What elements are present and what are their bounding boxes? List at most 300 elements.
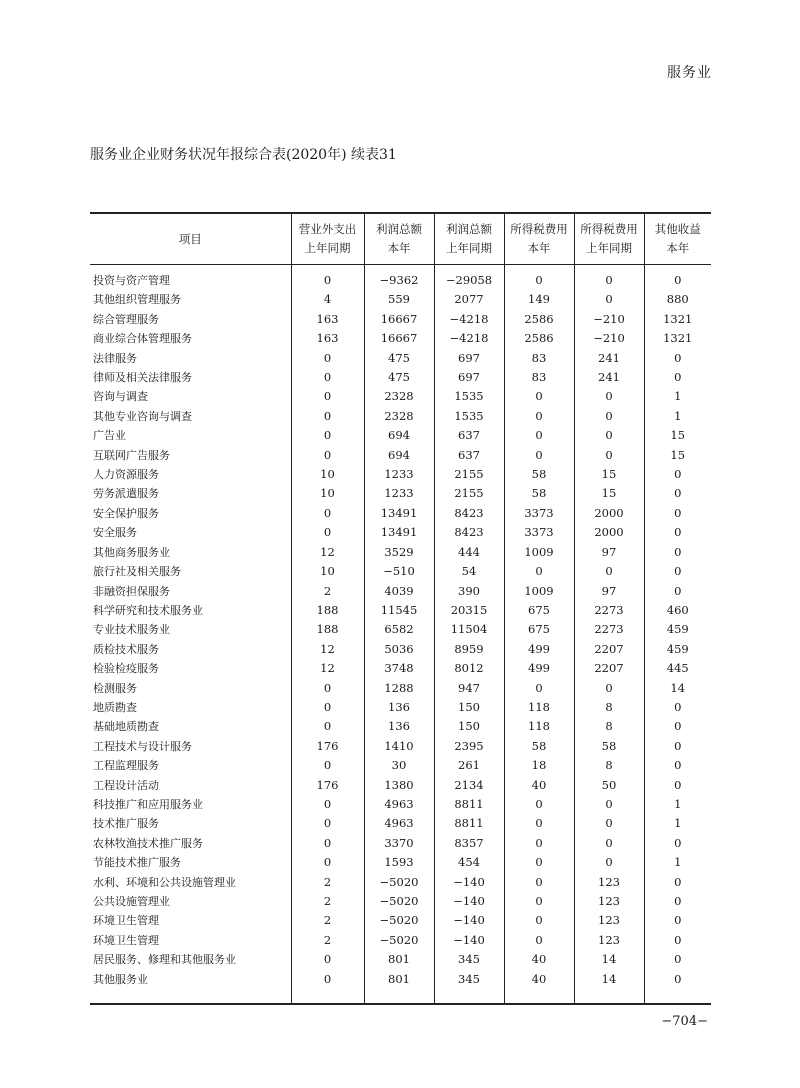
row-value-cell: 0 [644, 349, 711, 368]
table-row [90, 795, 711, 814]
row-value-cell: 150 [434, 717, 504, 736]
row-value-cell: 8012 [434, 659, 504, 678]
row-value-cell: 475 [364, 349, 434, 368]
header-income-tax-prev: 所得税费用 上年同期 [574, 213, 644, 265]
row-value-cell: 8811 [434, 814, 504, 833]
row-value-cell: 8959 [434, 640, 504, 659]
row-value-cell: 8423 [434, 523, 504, 542]
row-item-name: 其他专业咨询与调查 [93, 409, 192, 423]
row-value-cell: 475 [364, 368, 434, 387]
row-item-name: 公共设施管理业 [93, 895, 170, 908]
row-item-name: 工程监理服务 [93, 759, 159, 773]
row-item-name: 其他商务服务业 [93, 545, 170, 559]
row-value-cell: 2 [291, 892, 364, 911]
row-value-cell: 18 [504, 756, 574, 775]
row-value-cell: 694 [364, 446, 434, 465]
row-item-name: 科技推广和应用服务业 [93, 797, 203, 811]
row-value-cell: 0 [644, 756, 711, 775]
row-value-cell: 12 [291, 659, 364, 678]
row-value-cell: 1535 [434, 387, 504, 406]
row-value-cell: 11545 [364, 601, 434, 620]
row-value-cell: 0 [644, 970, 711, 1004]
row-value-cell: 0 [574, 290, 644, 309]
row-value-cell: 20315 [434, 601, 504, 620]
row-value-cell: 8423 [434, 504, 504, 523]
row-item-name: 人力资源服务 [93, 468, 159, 482]
table-row [90, 834, 711, 853]
row-item-name: 非融资担保服务 [93, 584, 170, 598]
row-value-cell: 261 [434, 756, 504, 775]
row-value-cell: 0 [644, 543, 711, 562]
section-label: 服务业 [667, 65, 712, 81]
row-value-cell: −4218 [434, 329, 504, 348]
row-value-cell: 0 [504, 834, 574, 853]
row-value-cell: 675 [504, 620, 574, 639]
row-value-cell: 0 [504, 931, 574, 950]
row-value-cell: 58 [574, 737, 644, 756]
row-value-cell: 697 [434, 368, 504, 387]
row-value-cell: 454 [434, 853, 504, 872]
row-value-cell: 0 [574, 853, 644, 872]
row-value-cell: 0 [291, 387, 364, 406]
row-value-cell: 40 [504, 950, 574, 969]
row-value-cell: 163 [291, 310, 364, 329]
row-value-cell: 0 [504, 387, 574, 406]
table-row [90, 310, 711, 329]
row-value-cell: 15 [574, 484, 644, 503]
row-item-name: 其他组织管理服务 [93, 293, 181, 307]
row-value-cell: 176 [291, 776, 364, 795]
row-item-name: 农林牧渔技术推广服务 [93, 836, 203, 850]
row-value-cell: 15 [644, 446, 711, 465]
table-row [90, 582, 711, 601]
row-value-cell: −140 [434, 873, 504, 892]
row-value-cell: 2328 [364, 407, 434, 426]
row-value-cell: 97 [574, 582, 644, 601]
row-value-cell: 0 [644, 523, 711, 542]
row-value-cell: 345 [434, 950, 504, 969]
table-row [90, 562, 711, 581]
row-value-cell: 176 [291, 737, 364, 756]
row-item-name: 综合管理服务 [93, 312, 159, 326]
row-value-cell: 0 [644, 368, 711, 387]
row-value-cell: 1 [644, 795, 711, 814]
row-value-cell: 0 [504, 911, 574, 930]
row-value-cell: 0 [574, 679, 644, 698]
table-row [90, 679, 711, 698]
row-value-cell: 15 [574, 465, 644, 484]
row-value-cell: 40 [504, 776, 574, 795]
row-value-cell: −140 [434, 892, 504, 911]
row-item-name: 投资与资产管理 [93, 274, 170, 287]
row-value-cell: 3370 [364, 834, 434, 853]
table-row [90, 970, 711, 1004]
row-value-cell: 2207 [574, 659, 644, 678]
row-value-cell: 4963 [364, 795, 434, 814]
row-value-cell: 0 [574, 407, 644, 426]
table-row [90, 329, 711, 348]
header-total-profit-current: 利润总额 本年 [364, 213, 434, 265]
row-value-cell: −29058 [434, 265, 504, 291]
table-row [90, 387, 711, 406]
row-value-cell: 2 [291, 873, 364, 892]
row-value-cell: 1321 [644, 310, 711, 329]
table-row [90, 659, 711, 678]
row-value-cell: 0 [504, 853, 574, 872]
row-item-name: 商业综合体管理服务 [93, 332, 192, 346]
row-value-cell: 2328 [364, 387, 434, 406]
row-value-cell: 4 [291, 290, 364, 309]
row-value-cell: 1 [644, 853, 711, 872]
row-value-cell: 499 [504, 659, 574, 678]
row-item-name: 其他服务业 [90, 970, 291, 1004]
row-value-cell: 0 [291, 523, 364, 542]
row-value-cell: 0 [644, 892, 711, 911]
row-value-cell: 1 [644, 387, 711, 406]
row-value-cell: 150 [434, 698, 504, 717]
row-value-cell: 8 [574, 717, 644, 736]
row-value-cell: 880 [644, 290, 711, 309]
row-value-cell: 0 [291, 368, 364, 387]
row-value-cell: 2207 [574, 640, 644, 659]
row-value-cell: 2155 [434, 484, 504, 503]
row-value-cell: 0 [291, 814, 364, 833]
row-value-cell: 1233 [364, 465, 434, 484]
table-row [90, 814, 711, 833]
row-value-cell: 801 [364, 970, 434, 1004]
table-row [90, 601, 711, 620]
row-value-cell: 2395 [434, 737, 504, 756]
row-value-cell: 149 [504, 290, 574, 309]
row-item-name: 检测服务 [93, 681, 137, 695]
row-item-name: 基础地质勘查 [93, 720, 159, 734]
row-value-cell: 8811 [434, 795, 504, 814]
row-item-name: 律师及相关法律服务 [93, 371, 192, 385]
row-value-cell: 12 [291, 640, 364, 659]
table-row [90, 640, 711, 659]
row-value-cell: 16667 [364, 329, 434, 348]
row-value-cell: 4039 [364, 582, 434, 601]
row-value-cell: 1535 [434, 407, 504, 426]
row-value-cell: 2000 [574, 504, 644, 523]
row-value-cell: 559 [364, 290, 434, 309]
row-value-cell: 0 [504, 814, 574, 833]
row-value-cell: 1233 [364, 484, 434, 503]
row-item-name: 工程设计活动 [93, 778, 159, 792]
row-value-cell: 136 [364, 717, 434, 736]
table-row [90, 543, 711, 562]
header-other-income-current: 其他收益 本年 [644, 213, 711, 265]
row-item-name: 地质勘查 [93, 700, 137, 714]
table-row [90, 776, 711, 795]
row-value-cell: 637 [434, 426, 504, 445]
row-value-cell: −9362 [364, 265, 434, 291]
row-value-cell: 123 [574, 931, 644, 950]
row-value-cell: 1288 [364, 679, 434, 698]
row-value-cell: 13491 [364, 504, 434, 523]
row-value-cell: 0 [574, 265, 644, 291]
row-value-cell: 58 [504, 737, 574, 756]
table-row [90, 349, 711, 368]
row-value-cell: 8357 [434, 834, 504, 853]
table-row [90, 756, 711, 775]
row-value-cell: 1321 [644, 329, 711, 348]
table-row [90, 446, 711, 465]
row-item-name: 工程技术与设计服务 [93, 739, 192, 753]
row-value-cell: 0 [291, 834, 364, 853]
table-row [90, 407, 711, 426]
table-row [90, 911, 711, 930]
row-item-name: 科学研究和技术服务业 [93, 603, 203, 617]
table-header-row [90, 213, 711, 265]
row-value-cell: 1009 [504, 543, 574, 562]
row-item-name: 安全保护服务 [93, 506, 159, 520]
row-value-cell: 2273 [574, 601, 644, 620]
row-value-cell: 694 [364, 426, 434, 445]
row-value-cell: 241 [574, 349, 644, 368]
row-value-cell: 0 [291, 426, 364, 445]
header-item: 项目 [90, 213, 291, 265]
row-value-cell: 3373 [504, 504, 574, 523]
page-number: −704− [661, 1014, 708, 1029]
row-value-cell: 947 [434, 679, 504, 698]
row-value-cell: 0 [644, 950, 711, 969]
row-value-cell: −510 [364, 562, 434, 581]
row-value-cell: −140 [434, 911, 504, 930]
row-item-name: 技术推广服务 [93, 817, 159, 831]
row-value-cell: 4963 [364, 814, 434, 833]
row-value-cell: 0 [574, 426, 644, 445]
row-value-cell: 58 [504, 484, 574, 503]
table-row [90, 504, 711, 523]
row-value-cell: −5020 [364, 931, 434, 950]
row-value-cell: 14 [574, 970, 644, 1004]
row-value-cell: 2155 [434, 465, 504, 484]
row-value-cell: 444 [434, 543, 504, 562]
row-value-cell: −210 [574, 329, 644, 348]
row-value-cell: 0 [644, 717, 711, 736]
row-value-cell: 460 [644, 601, 711, 620]
header-total-profit-prev: 利润总额 上年同期 [434, 213, 504, 265]
row-value-cell: 12 [291, 543, 364, 562]
row-value-cell: 13491 [364, 523, 434, 542]
table-row [90, 368, 711, 387]
row-value-cell: 123 [574, 892, 644, 911]
row-value-cell: 3529 [364, 543, 434, 562]
row-value-cell: 2586 [504, 310, 574, 329]
row-value-cell: 8 [574, 756, 644, 775]
row-value-cell: 0 [504, 795, 574, 814]
row-value-cell: 0 [574, 814, 644, 833]
row-value-cell: 83 [504, 368, 574, 387]
row-value-cell: 8 [574, 698, 644, 717]
table-caption: 服务业企业财务状况年报综合表(2020年) 续表31 [90, 147, 397, 163]
row-value-cell: 1 [644, 814, 711, 833]
row-value-cell: 2 [291, 911, 364, 930]
row-value-cell: 136 [364, 698, 434, 717]
row-value-cell: 0 [504, 679, 574, 698]
row-value-cell: 3748 [364, 659, 434, 678]
row-value-cell: 118 [504, 698, 574, 717]
row-value-cell: 0 [504, 446, 574, 465]
row-value-cell: −5020 [364, 911, 434, 930]
row-item-name: 法律服务 [93, 351, 137, 365]
table-row [90, 265, 711, 291]
row-value-cell: −210 [574, 310, 644, 329]
row-item-name: 安全服务 [93, 526, 137, 540]
row-value-cell: 0 [291, 795, 364, 814]
row-value-cell: 83 [504, 349, 574, 368]
row-value-cell: 0 [574, 562, 644, 581]
row-value-cell: 0 [291, 698, 364, 717]
table-row [90, 426, 711, 445]
row-value-cell: 0 [291, 950, 364, 969]
table-row [90, 873, 711, 892]
row-value-cell: 0 [291, 504, 364, 523]
row-value-cell: 0 [644, 504, 711, 523]
table-row [90, 737, 711, 756]
row-value-cell: −140 [434, 931, 504, 950]
row-value-cell: 0 [644, 911, 711, 930]
row-value-cell: 1 [644, 407, 711, 426]
row-value-cell: 1593 [364, 853, 434, 872]
row-value-cell: 2 [291, 931, 364, 950]
row-value-cell: 14 [644, 679, 711, 698]
row-value-cell: 50 [574, 776, 644, 795]
row-item-name: 专业技术服务业 [93, 623, 170, 637]
row-value-cell: 1009 [504, 582, 574, 601]
row-value-cell: 0 [644, 931, 711, 950]
row-item-name: 水利、环境和公共设施管理业 [93, 875, 236, 889]
row-value-cell: 2 [291, 582, 364, 601]
row-value-cell: 1380 [364, 776, 434, 795]
row-value-cell: 390 [434, 582, 504, 601]
row-value-cell: 3373 [504, 523, 574, 542]
table-row [90, 950, 711, 969]
row-item-name: 居民服务、修理和其他服务业 [93, 953, 236, 967]
row-value-cell: 11504 [434, 620, 504, 639]
row-value-cell: 2273 [574, 620, 644, 639]
header-nonop-expense-prev: 营业外支出 上年同期 [291, 213, 364, 265]
row-item-name: 环境卫生管理 [93, 933, 159, 947]
row-value-cell: 15 [644, 426, 711, 445]
row-value-cell: −5020 [364, 892, 434, 911]
row-value-cell: 10 [291, 484, 364, 503]
row-value-cell: 5036 [364, 640, 434, 659]
row-value-cell: 10 [291, 562, 364, 581]
row-value-cell: 0 [574, 834, 644, 853]
row-value-cell: 637 [434, 446, 504, 465]
row-value-cell: 0 [574, 387, 644, 406]
row-value-cell: 0 [644, 737, 711, 756]
row-value-cell: 2134 [434, 776, 504, 795]
row-value-cell: 16667 [364, 310, 434, 329]
row-value-cell: 0 [504, 873, 574, 892]
row-value-cell: 1410 [364, 737, 434, 756]
row-value-cell: 0 [644, 698, 711, 717]
row-item-name: 旅行社及相关服务 [93, 565, 181, 579]
row-item-name: 节能技术推广服务 [93, 856, 181, 870]
row-value-cell: 188 [291, 601, 364, 620]
row-value-cell: 0 [504, 265, 574, 291]
row-value-cell: 0 [504, 892, 574, 911]
row-value-cell: 0 [574, 795, 644, 814]
row-value-cell: 0 [291, 349, 364, 368]
row-value-cell: 118 [504, 717, 574, 736]
row-value-cell: 6582 [364, 620, 434, 639]
row-value-cell: 0 [644, 562, 711, 581]
table-row [90, 484, 711, 503]
row-item-name: 互联网广告服务 [93, 448, 170, 462]
row-value-cell: 801 [364, 950, 434, 969]
row-value-cell: 241 [574, 368, 644, 387]
row-item-name: 广告业 [93, 429, 126, 443]
row-value-cell: 54 [434, 562, 504, 581]
row-value-cell: 345 [434, 970, 504, 1004]
row-value-cell: 0 [504, 426, 574, 445]
row-value-cell: 0 [504, 562, 574, 581]
row-value-cell: 675 [504, 601, 574, 620]
row-value-cell: 459 [644, 620, 711, 639]
row-value-cell: 0 [291, 407, 364, 426]
row-value-cell: 2586 [504, 329, 574, 348]
row-item-name: 质检技术服务 [93, 642, 159, 656]
table-row [90, 620, 711, 639]
row-value-cell: 0 [291, 679, 364, 698]
row-value-cell: 2000 [574, 523, 644, 542]
table-row [90, 465, 711, 484]
row-item-name: 咨询与调查 [93, 390, 148, 404]
row-value-cell: 0 [644, 582, 711, 601]
row-value-cell: 0 [291, 265, 364, 291]
row-value-cell: 0 [291, 756, 364, 775]
table-row [90, 698, 711, 717]
row-value-cell: 97 [574, 543, 644, 562]
row-value-cell: 2077 [434, 290, 504, 309]
row-item-name: 劳务派遣服务 [93, 487, 159, 501]
row-item-name: 环境卫生管理 [93, 914, 159, 928]
row-value-cell: 40 [504, 970, 574, 1004]
row-value-cell: 188 [291, 620, 364, 639]
table-row [90, 717, 711, 736]
row-value-cell: −4218 [434, 310, 504, 329]
row-value-cell: 0 [504, 407, 574, 426]
header-income-tax-current: 所得税费用 本年 [504, 213, 574, 265]
table-row [90, 892, 711, 911]
row-value-cell: 10 [291, 465, 364, 484]
financial-table [90, 212, 711, 1005]
row-value-cell: 0 [291, 970, 364, 1004]
table-row [90, 523, 711, 542]
table-row [90, 853, 711, 872]
row-value-cell: 459 [644, 640, 711, 659]
row-value-cell: 445 [644, 659, 711, 678]
row-item-name: 检验检疫服务 [93, 662, 159, 676]
row-value-cell: 0 [644, 873, 711, 892]
row-value-cell: 697 [434, 349, 504, 368]
row-value-cell: 0 [644, 465, 711, 484]
row-value-cell: 0 [291, 853, 364, 872]
row-value-cell: 30 [364, 756, 434, 775]
row-value-cell: 123 [574, 911, 644, 930]
table-row [90, 931, 711, 950]
row-value-cell: 499 [504, 640, 574, 659]
row-value-cell: 58 [504, 465, 574, 484]
row-value-cell: 14 [574, 950, 644, 969]
row-value-cell: 0 [644, 265, 711, 291]
row-value-cell: 163 [291, 329, 364, 348]
row-value-cell: 0 [291, 717, 364, 736]
